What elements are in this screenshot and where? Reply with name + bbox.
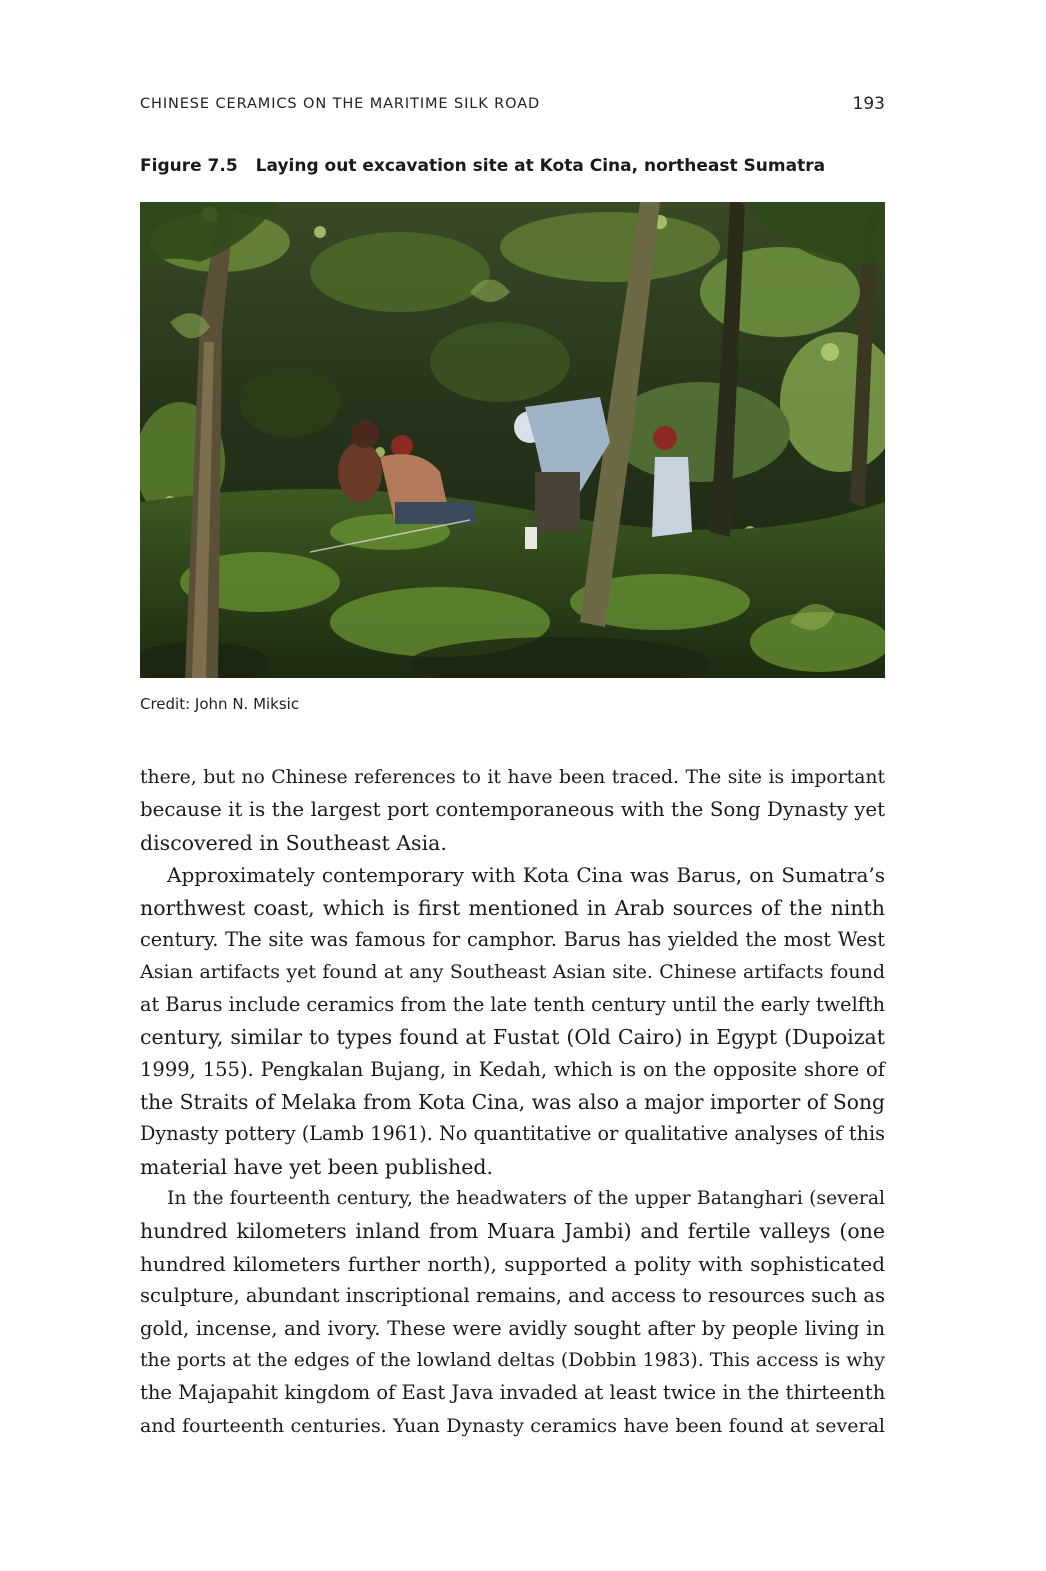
- text-line: gold, incense, and ivory. These were avidly sought after by people living in: [140, 1316, 885, 1340]
- running-head: [140, 94, 885, 118]
- text-line: material have yet been published.: [140, 1154, 493, 1179]
- text-line: hundred kilometers inland from Muara Jambi) and fertile valleys (one: [140, 1219, 885, 1244]
- figure-title: Laying out excavation site at Kota Cina, northeast Sumatra: [255, 156, 826, 176]
- text-line: Asian artifacts yet found at any Southeast Asian site. Chinese artifacts found: [140, 961, 885, 984]
- text-line: because it is the largest port contemporaneous with the Song Dynasty yet: [140, 798, 885, 822]
- page-number: 193: [852, 94, 885, 114]
- excavation-photo: [140, 202, 885, 678]
- body-text: [140, 762, 885, 1442]
- text-line: century, similar to types found at Fustat (Old Cairo) in Egypt (Dupoizat: [140, 1025, 885, 1050]
- text-line: discovered in Southeast Asia.: [140, 830, 447, 855]
- figure-credit: Credit: John N. Miksic: [140, 695, 300, 713]
- text-line: century. The site was famous for camphor. Barus has yielded the most West: [140, 927, 885, 951]
- text-line: In the fourteenth century, the headwaters of the upper Batanghari (several: [167, 1188, 885, 1210]
- text-line: the Straits of Melaka from Kota Cina, was also a major importer of Song: [140, 1089, 885, 1114]
- text-line: Dynasty pottery (Lamb 1961). No quantitative or qualitative analyses of this: [140, 1122, 886, 1146]
- text-line: the Majapahit kingdom of East Java invaded at least twice in the thirteenth: [140, 1381, 886, 1405]
- text-line: hundred kilometers further north), supported a polity with sophisticated: [140, 1251, 885, 1276]
- figure-caption: [140, 156, 825, 176]
- text-line: sculpture, abundant inscriptional remains, and access to resources such as: [140, 1284, 886, 1308]
- text-line: northwest coast, which is first mentioned in Arab sources of the ninth: [140, 895, 885, 920]
- text-line: there, but no Chinese references to it have been traced. The site is important: [140, 767, 885, 788]
- text-line: at Barus include ceramics from the late tenth century until the early twelfth: [140, 992, 885, 1016]
- text-line: the ports at the edges of the lowland deltas (Dobbin 1983). This access is why: [140, 1350, 885, 1372]
- running-title: CHINESE CERAMICS ON THE MARITIME SILK ROAD: [140, 96, 541, 112]
- text-line: and fourteenth centuries. Yuan Dynasty ceramics have been found at several: [140, 1414, 885, 1437]
- figure-number: Figure 7.5: [140, 156, 238, 176]
- text-line: Approximately contemporary with Kota Cina was Barus, on Sumatra’s: [167, 863, 885, 888]
- text-line: 1999, 155). Pengkalan Bujang, in Kedah, which is on the opposite shore of: [140, 1057, 885, 1081]
